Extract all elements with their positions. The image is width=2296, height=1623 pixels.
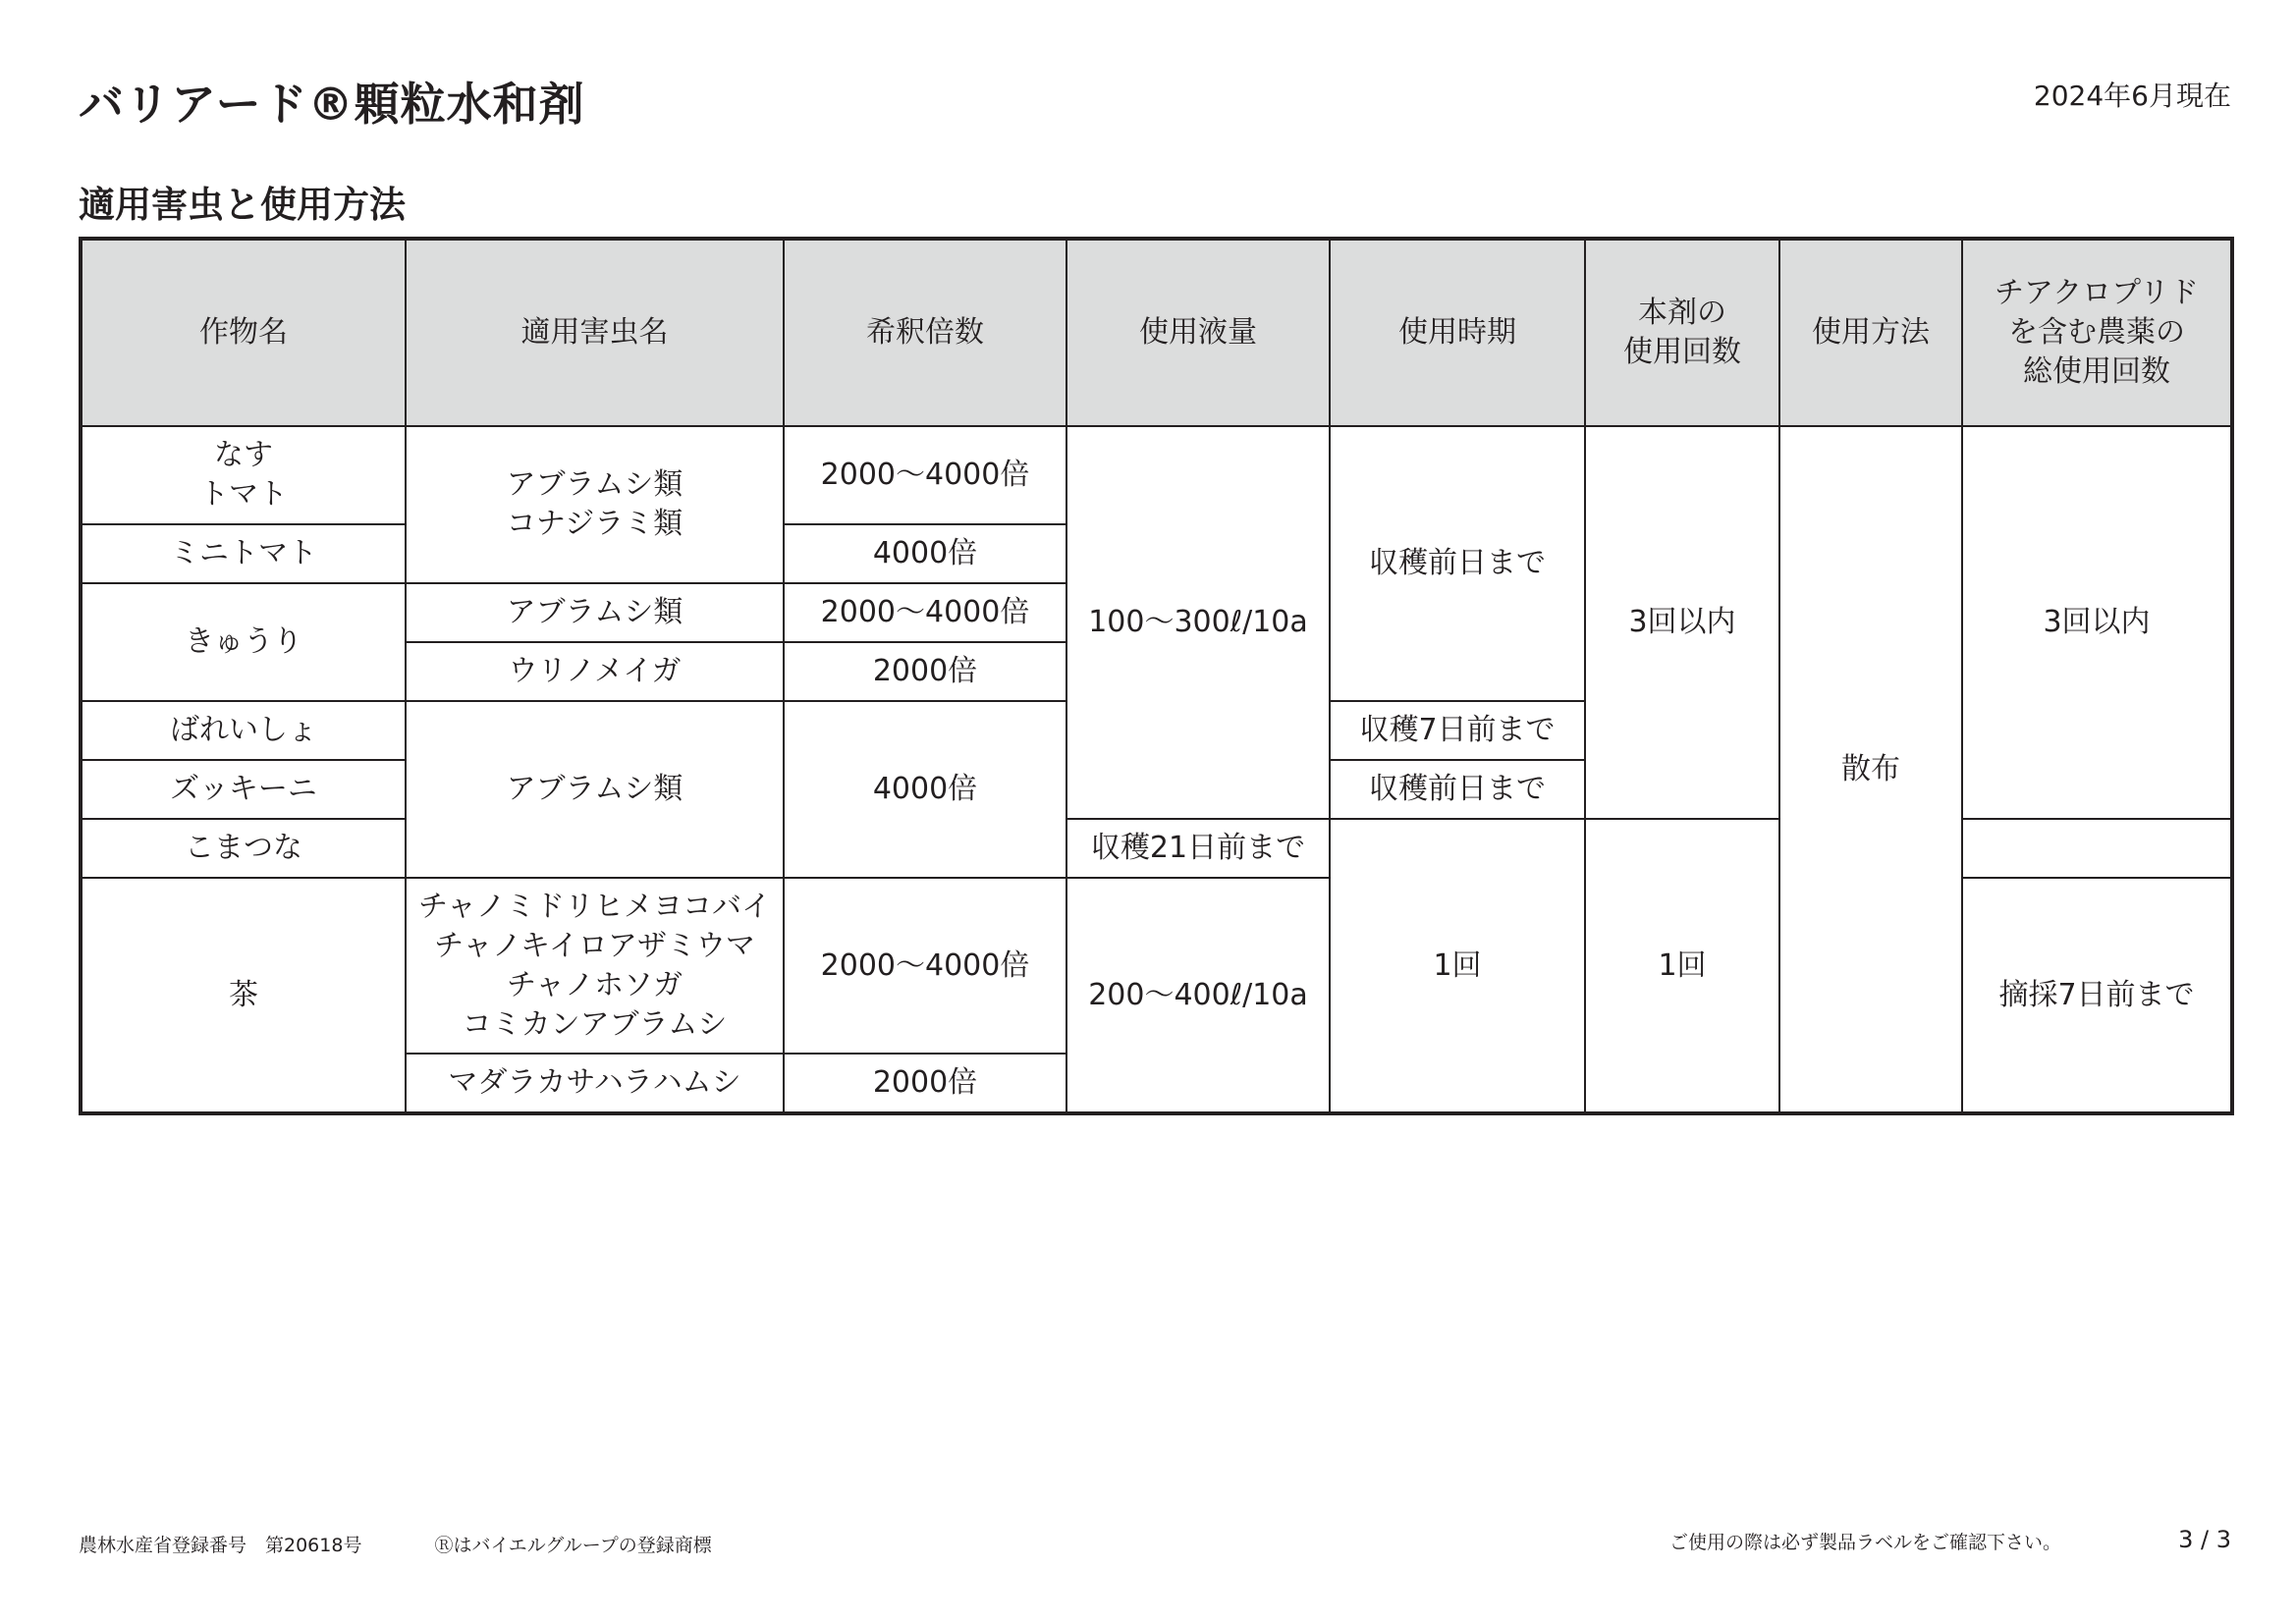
dilution-cell: 4000倍 (784, 701, 1066, 878)
date-label: 2024年6月現在 (2033, 80, 2231, 112)
header-count: 本剤の 使用回数 (1585, 239, 1779, 426)
dilution-cell: 2000倍 (784, 1054, 1066, 1113)
crop-cell: きゅうり (81, 583, 406, 701)
pest-cell: マダラカサハラハムシ (406, 1054, 784, 1113)
timing-cell: 収穫前日まで (1330, 760, 1585, 819)
header-row (81, 239, 2232, 426)
dilution-cell: 4000倍 (784, 524, 1066, 583)
section-title: 適用害虫と使用方法 (79, 184, 406, 226)
crop-cell: ズッキーニ (81, 760, 406, 819)
usage-table (79, 237, 2234, 1115)
table-row (81, 426, 2232, 524)
header-crop: 作物名 (81, 239, 406, 426)
header-volume: 使用液量 (1066, 239, 1330, 426)
header-dilution: 希釈倍数 (784, 239, 1066, 426)
header-method: 使用方法 (1779, 239, 1962, 426)
page-number: 3 / 3 (2178, 1526, 2231, 1553)
crop-cell: 茶 (81, 878, 406, 1113)
crop-cell: なす トマト (81, 426, 406, 524)
pest-cell: チャノミドリヒメヨコバイ チャノキイロアザミウマ チャノホソガ コミカンアブラムシ (406, 878, 784, 1054)
method-cell: 散布 (1779, 426, 1962, 1113)
registration-number: 農林水産省登録番号 第20618号 (79, 1535, 362, 1556)
dilution-cell: 2000～4000倍 (784, 426, 1066, 524)
dilution-cell: 2000～4000倍 (784, 583, 1066, 642)
pest-cell: アブラムシ類 (406, 583, 784, 642)
crop-cell: こまつな (81, 819, 406, 878)
header-total-count: チアクロプリド を含む農薬の 総使用回数 (1962, 239, 2232, 426)
total-count-cell: 3回以内 (1962, 426, 2232, 819)
label-notice: ご使用の際は必ず製品ラベルをご確認下さい。 (1669, 1532, 2062, 1553)
pest-cell: アブラムシ類 (406, 701, 784, 878)
header-timing: 使用時期 (1330, 239, 1585, 426)
document-title: バリアード®顆粒水和剤 (79, 78, 585, 131)
timing-cell: 収穫7日前まで (1330, 701, 1585, 760)
footer-left (79, 1531, 712, 1557)
volume-cell: 200～400ℓ/10a (1066, 878, 1330, 1113)
pest-cell: ウリノメイガ (406, 642, 784, 701)
crop-cell: ミニトマト (81, 524, 406, 583)
dilution-cell: 2000～4000倍 (784, 878, 1066, 1054)
timing-cell: 収穫21日前まで (1066, 819, 1330, 878)
trademark-note: Ⓡはバイエルグループの登録商標 (434, 1535, 712, 1556)
timing-cell: 収穫前日まで (1330, 426, 1585, 701)
timing-cell: 摘採7日前まで (1962, 878, 2232, 1113)
crop-cell: ばれいしょ (81, 701, 406, 760)
count-cell: 3回以内 (1585, 426, 1779, 819)
total-count-cell: 1回 (1585, 819, 1779, 1113)
header-pest: 適用害虫名 (406, 239, 784, 426)
pest-cell: アブラムシ類 コナジラミ類 (406, 426, 784, 583)
dilution-cell: 2000倍 (784, 642, 1066, 701)
count-cell: 1回 (1330, 819, 1585, 1113)
volume-cell: 100～300ℓ/10a (1066, 426, 1330, 819)
